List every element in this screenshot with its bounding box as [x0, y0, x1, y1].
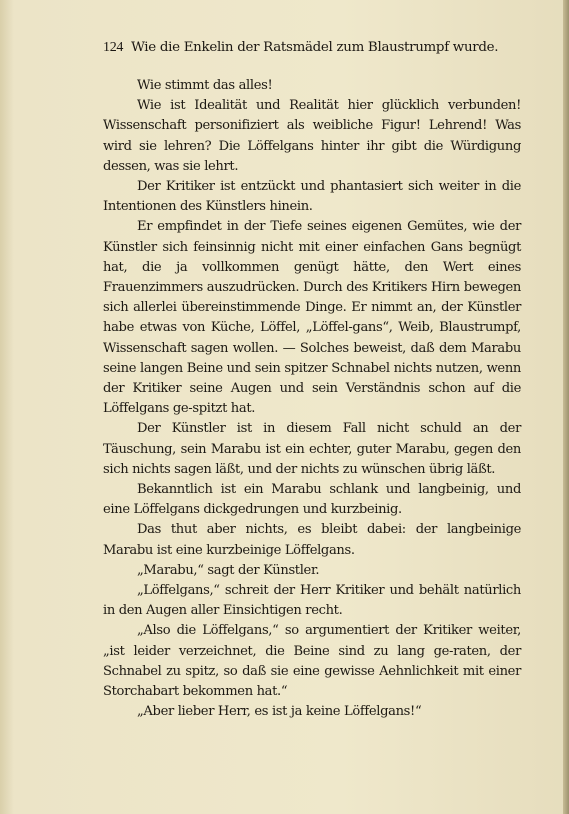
paragraph: Der Kritiker ist entzückt und phantasiert sich weiter in die Intentionen des Künstlers hinein.: [103, 179, 521, 215]
paragraph: „Marabu,“ sagt der Künstler.: [137, 562, 320, 578]
paragraph: Wie ist Idealität und Realität hier glücklich verbunden! Wissenschaft personifiziert als weibliche Figur! Lehrend! Was wird sie lehren? Die Löffelgans hinter ihr gibt die Würdigung dessen, was sie lehrt.: [103, 98, 521, 174]
page-body-text: [103, 76, 521, 723]
paragraph: Der Künstler ist in diesem Fall nicht schuld an der Täuschung, sein Marabu ist ein echter, guter Marabu, gegen den sich nichts sagen läßt, und der nichts zu wünschen übrig läßt.: [103, 421, 521, 477]
paragraph: Wie stimmt das alles!: [137, 78, 273, 93]
paragraph: „Also die Löffelgans,“ so argumentiert der Kritiker weiter, „ist leider verzeichnet, die Beine sind zu lang ge-raten, der Schnabel zu spitz, so daß sie eine gewisse Aehnlichkeit mit einer Storchabart bekommen hat.“: [103, 623, 521, 700]
running-title: Wie die Enkelin der Ratsmädel zum Blaustrumpf wurde.: [131, 40, 499, 55]
running-header: [103, 40, 523, 56]
paragraph: Er empfindet in der Tiefe seines eigenen Gemütes, wie der Künstler sich feinsinnig nicht mit einer einfachen Gans begnügt hat, die ja vollkommen genügt hätte, den Wert eines Frauenzimmers auszudrücken. Durch des Kritikers Hirn bewegen sich allerlei übereinstimmende Dinge. Er nimmt an, der Künstler habe etwas von Küche, Löffel, „Löffel-gans“, Weib, Blaustrumpf, Wissenschaft sagen wollen. — Solches beweist, daß dem Marabu seine langen Beine und sein spitzer Schnabel nichts nutzen, wenn der Kritiker seine Augen und sein Verständnis schon auf die Löffelgans ge-spitzt hat.: [103, 219, 521, 417]
paragraph: „Löffelgans,“ schreit der Herr Kritiker und behält natürlich in den Augen aller Einsichtigen recht.: [103, 583, 521, 619]
page-number: 124: [103, 40, 124, 55]
paragraph: Das thut aber nichts, es bleibt dabei: der langbeinige Marabu ist eine kurzbeinige Löffelgans.: [103, 522, 521, 558]
paragraph: Bekanntlich ist ein Marabu schlank und langbeinig, und eine Löffelgans dickgedrungen und kurzbeinig.: [103, 482, 521, 518]
paragraph: „Aber lieber Herr, es ist ja keine Löffelgans!“: [137, 704, 422, 720]
